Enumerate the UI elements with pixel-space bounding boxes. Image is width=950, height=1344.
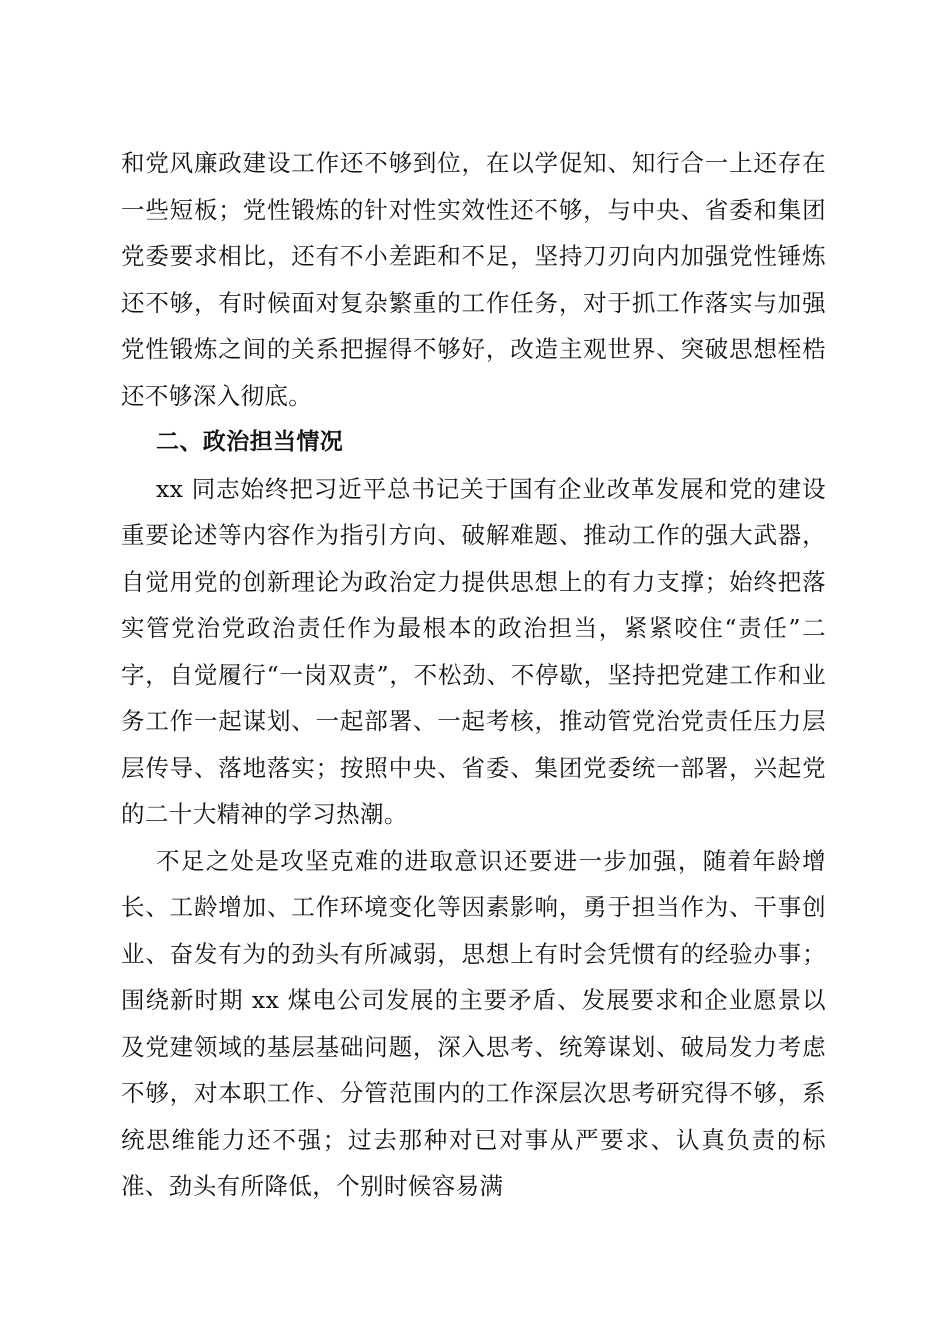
paragraph-continuation: 和党风廉政建设工作还不够到位，在以学促知、知行合一上还存在一些短板；党性锻炼的针对性实效性还不够，与中央、省委和集团党委要求相比，还有不小差距和不足，坚持刀刃向内加强党性锤炼还不够，有时候面对复杂繁重的工作任务，对于抓工作落实与加强党性锻炼之间的关系把握得不够好，改造主观世界、突破思想桎梏还不够深入彻底。 xyxy=(121,149,826,410)
paragraph-shortcomings: 不足之处是攻坚克难的进取意识还要进一步加强，随着年龄增长、工龄增加、工作环境变化等因素影响，勇于担当作为、干事创业、奋发有为的劲头有所减弱，思想上有时会凭惯有的经验办事；围绕新时期 xx 煤电公司发展的主要矛盾、发展要求和企业愿景以及党建领域的基层基础问题，深入思考、统筹谋划、破局发力考虑不够，对本职工作、分管范围内的工作深层次思考研究得不够，系统思维能力还不强；过去那种对已对事从严要求、认真负责的标准、劲头有所降低，个别时候容易满 xyxy=(121,846,826,1200)
paragraph-political-responsibility: xx 同志始终把习近平总书记关于国有企业改革发展和党的建设重要论述等内容作为指引方向、破解难题、推动工作的强大武器，自觉用党的创新理论为政治定力提供思想上的有力支撑；始终把落实管党治党政治责任作为最根本的政治担当，紧紧咬住“责任”二字，自觉履行“一岗双责”，不松劲、不停歇，坚持把党建工作和业务工作一起谋划、一起部署、一起考核，推动管党治党责任压力层层传导、落地落实；按照中央、省委、集团党委统一部署，兴起党的二十大精神的学习热潮。 xyxy=(121,474,826,828)
section-heading: 二、政治担当情况 xyxy=(156,429,344,455)
document-body xyxy=(121,140,826,1210)
